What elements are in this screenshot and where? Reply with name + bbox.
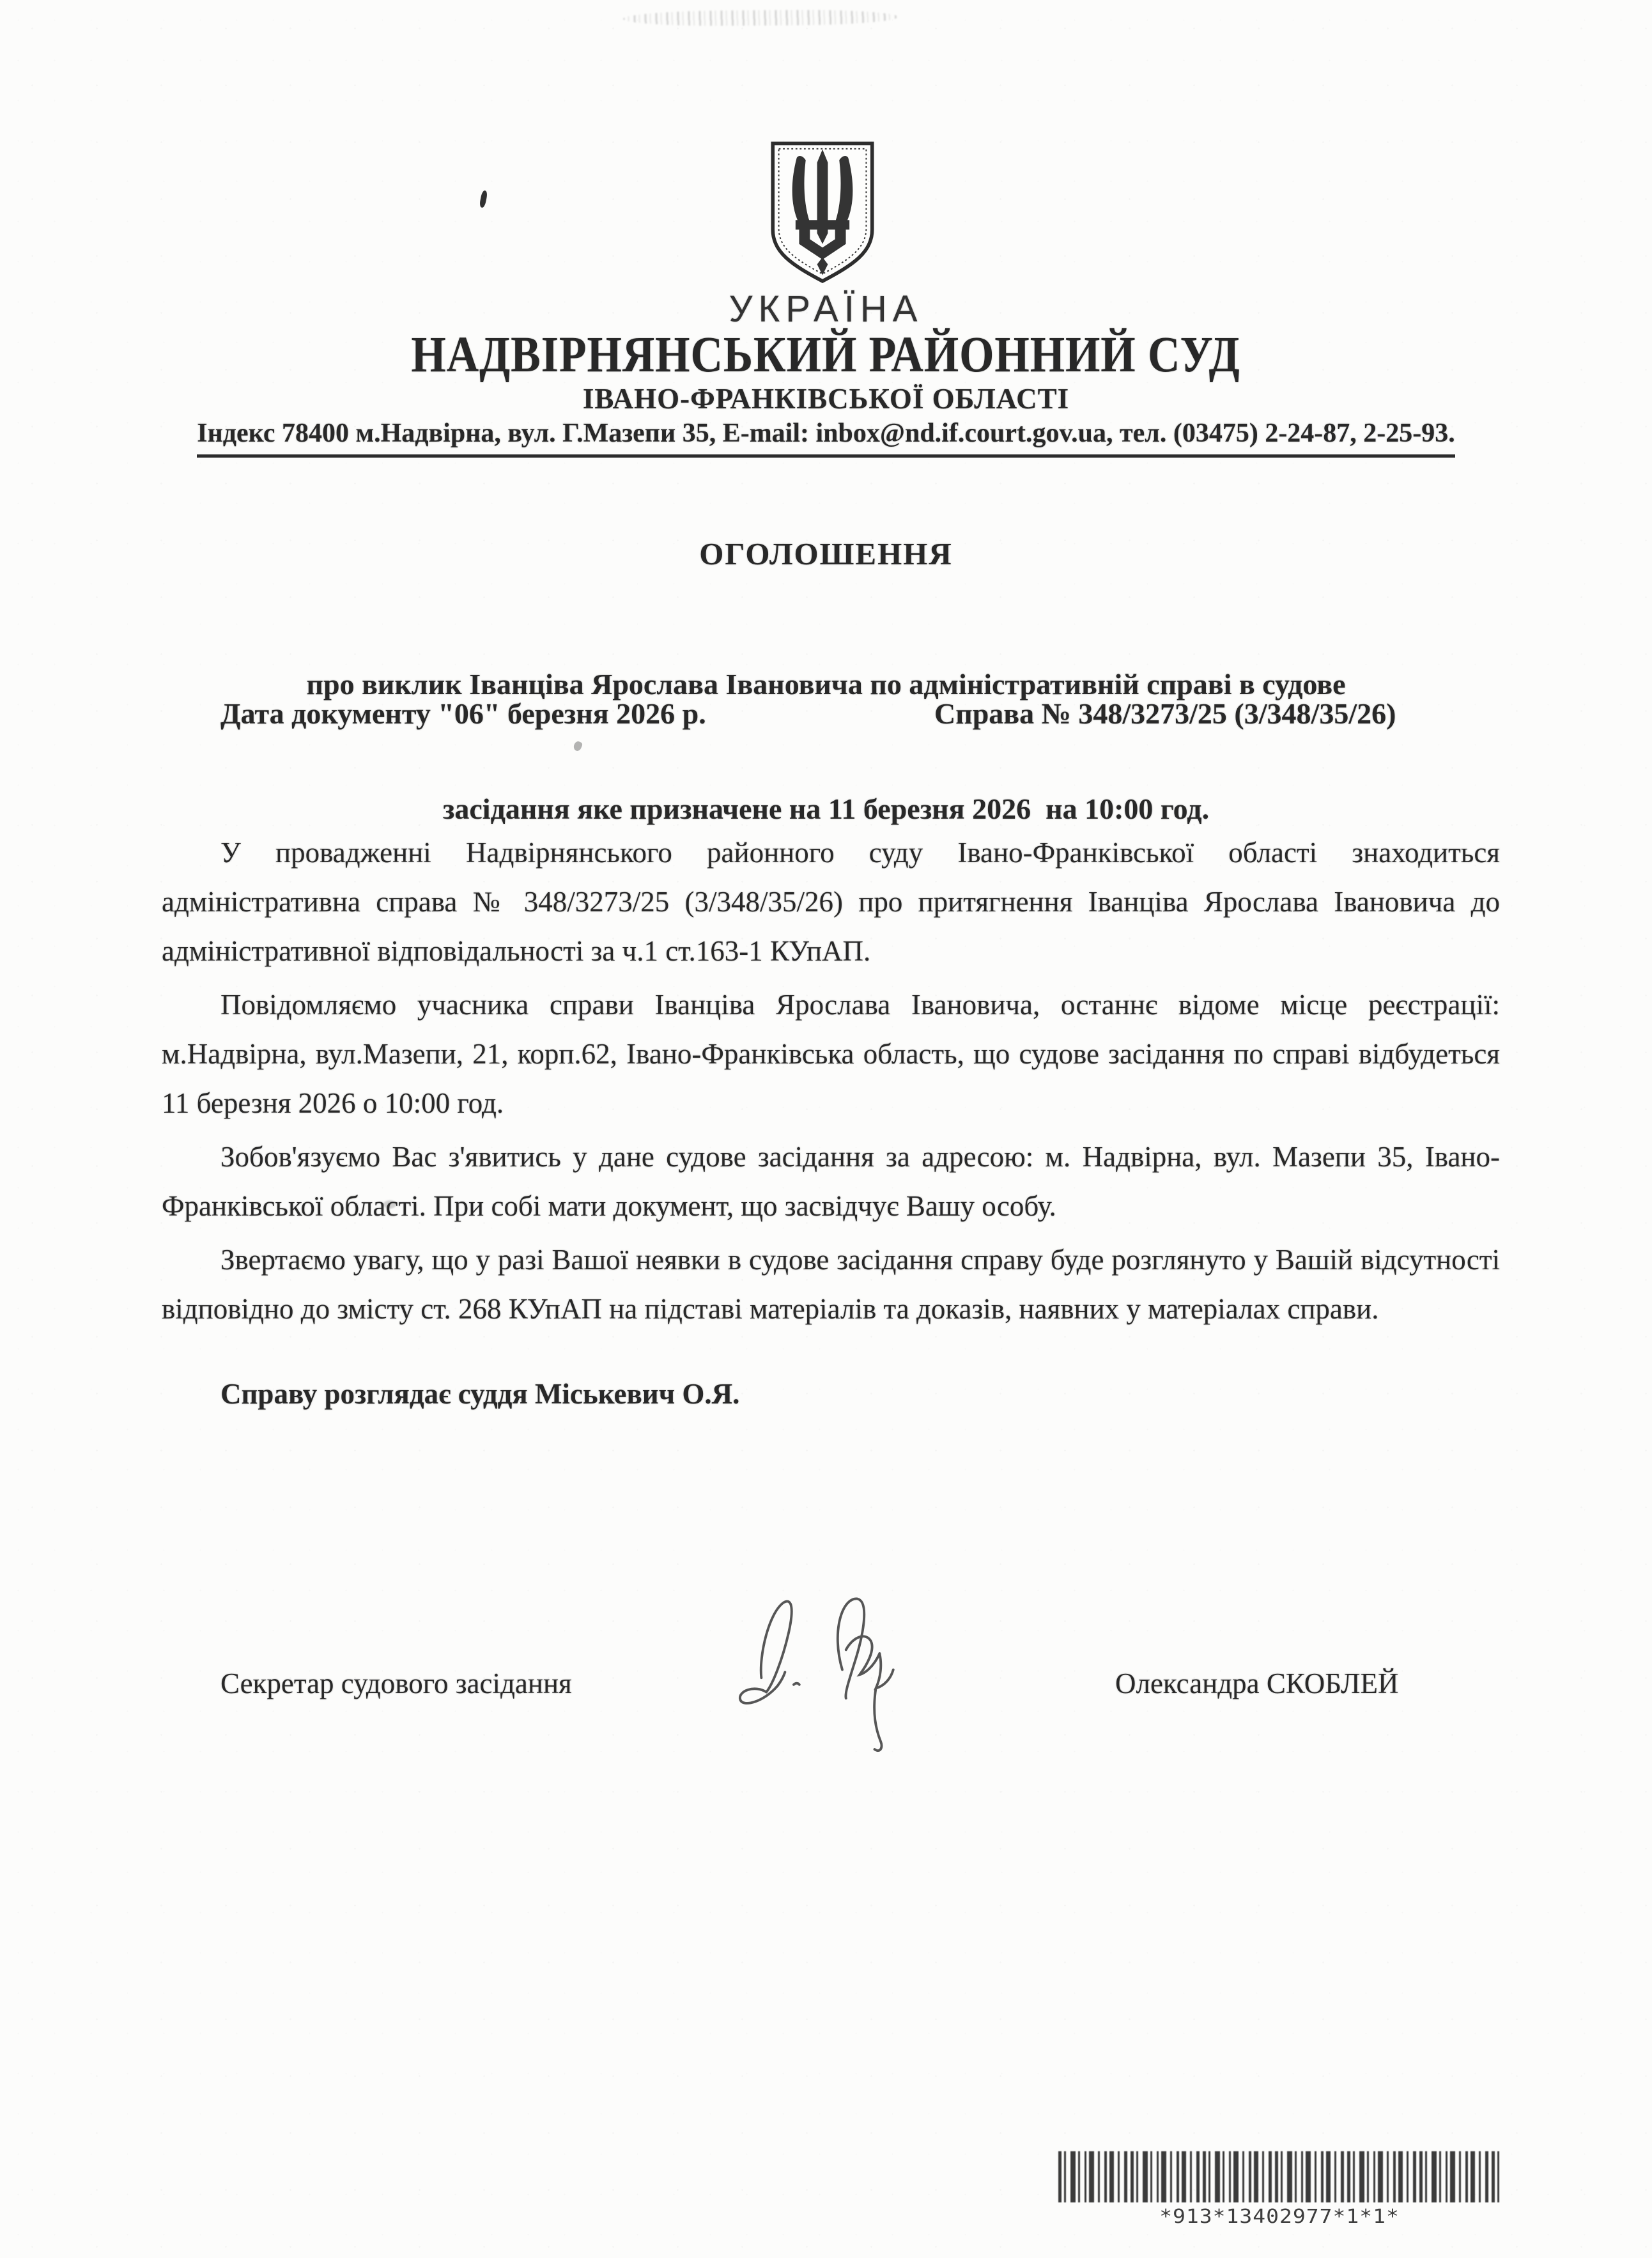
scan-smudge-artifact — [623, 9, 898, 26]
subtitle-line-1: про виклик Іванціва Ярослава Івановича по адміністративній справі в судове — [306, 668, 1346, 700]
barcode-icon — [1058, 2151, 1501, 2202]
court-region-heading: ІВАНО-ФРАНКІВСЬКОЇ ОБЛАСТІ — [582, 383, 1070, 415]
document-date: Дата документу "06" березня 2026 р. — [220, 697, 706, 730]
secretary-name: Олександра СКОБЛЕЙ — [1115, 1667, 1399, 1699]
body-paragraph: Зобов'язуємо Вас з'явитись у дане судове засідання за адресою: м. Надвірна, вул. Мазепи 35, Івано-Франківської області. При собі мати документ, що засвідчує Вашу особу. — [162, 1141, 1500, 1222]
court-name-text: НАДВІРНЯНСЬКИЙ РАЙОННИЙ СУД — [411, 327, 1241, 383]
barcode-text: *913*13402977*1*1* — [1159, 2204, 1400, 2228]
judge-line: Справу розглядає суддя Міськевич О.Я. — [220, 1378, 740, 1410]
subtitle-line-2: засідання яке призначене на 11 березня 2026 на 10:00 год. — [442, 793, 1210, 825]
court-address-line: Індекс 78400 м.Надвірна, вул. Г.Мазепи 35, E-mail: inbox@nd.if.court.gov.ua, тел. (03475) 2-24-87, 2-25-93. — [197, 418, 1455, 458]
court-address-row — [0, 418, 1652, 458]
barcode-block — [1058, 2151, 1501, 2229]
stray-ink-mark — [479, 190, 488, 208]
case-number: Справа № 348/3273/25 (3/348/35/26) — [934, 697, 1396, 730]
handwritten-signature-icon — [729, 1563, 952, 1799]
ukraine-trident-emblem-icon — [766, 138, 879, 289]
body-paragraph: У провадженні Надвірнянського районного суду Івано-Франківської області знаходиться адміністративна справа № 348/3273/25 (3/348/35/26) про притягнення Іванціва Ярослава Івановича до адміністративної відповідальності за ч.1 ст.163-1 КУпАП. — [162, 837, 1500, 967]
document-body — [162, 828, 1500, 1423]
secretary-role-label: Секретар судового засідання — [220, 1667, 572, 1699]
body-paragraph: Повідомляємо учасника справи Іванціва Ярослава Івановича, останнє відоме місце реєстрації: м.Надвірна, вул.Мазепи, 21, корп.62, Івано-Франківська область, що судове засідання по справі відбудеться 11 березня 2026 о 10:00 год. — [162, 989, 1500, 1119]
body-paragraph: Звертаємо увагу, що у разі Вашої неявки в судове засідання справу буде розглянуто у Вашій відсутності відповідно до змісту ст. 268 КУпАП на підставі матеріалів та доказів, наявних у матеріалах справи. — [162, 1244, 1500, 1325]
document-title: ОГОЛОШЕННЯ — [699, 536, 953, 571]
court-name-heading — [0, 327, 1652, 383]
country-label: УКРАЇНА — [729, 288, 923, 330]
